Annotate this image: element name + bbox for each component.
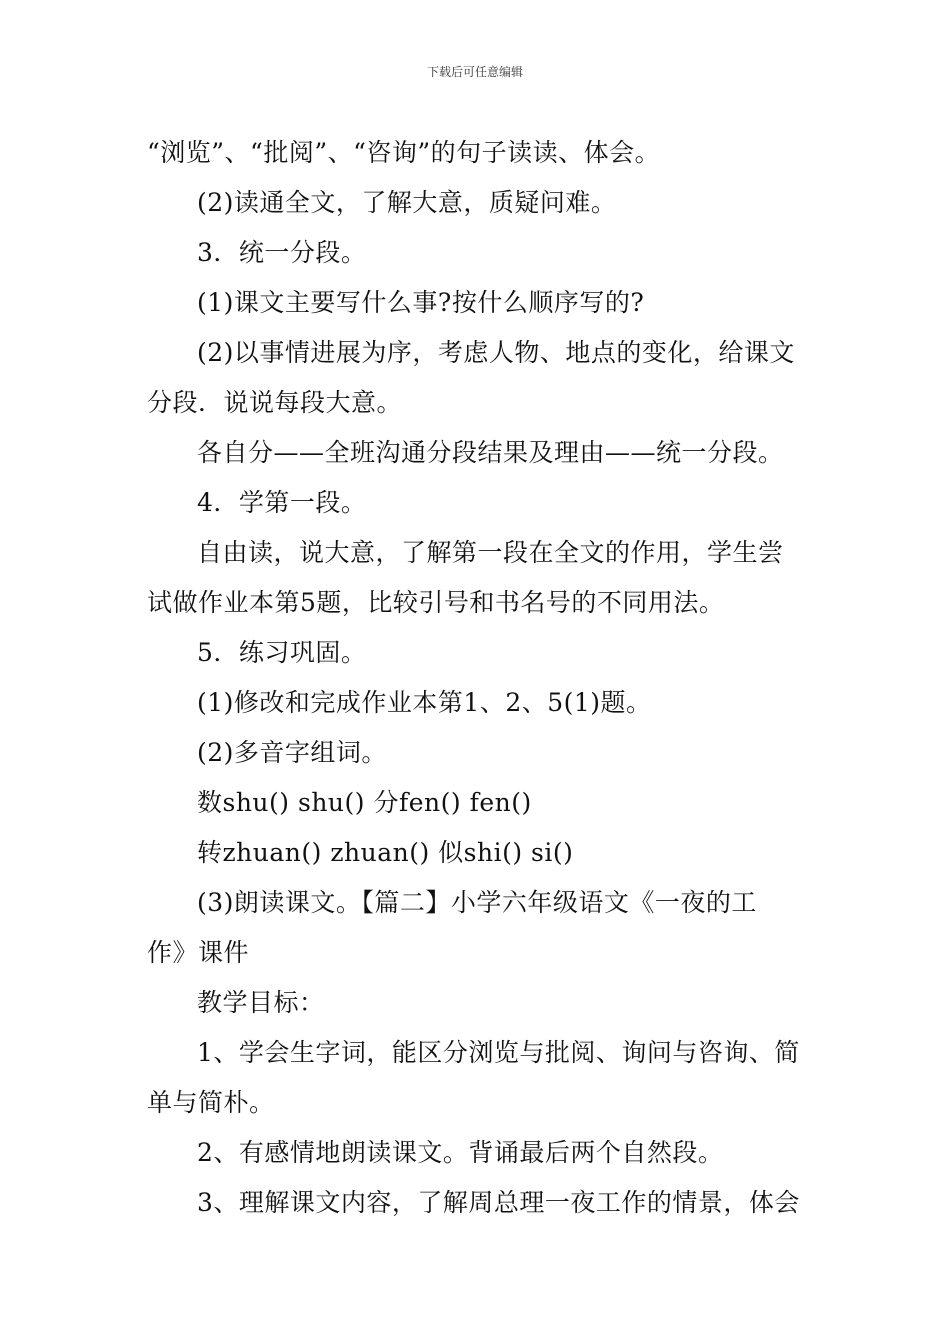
page-header-note: 下载后可任意编辑 [426,65,523,79]
paragraph-line: 1、学会生字词，能区分浏览与批阅、询问与咨询、简 [197,1038,800,1067]
paragraph-line: “浏览”、“批阅”、“咨询”的句子读读、体会。 [147,138,661,167]
paragraph-line: (1)修改和完成作业本第1、2、5(1)题。 [197,688,652,717]
paragraph-line: (1)课文主要写什么事?按什么顺序写的? [197,288,645,317]
paragraph-line: 4．学第一段。 [197,488,367,517]
paragraph-line: 5．练习巩固。 [197,638,367,667]
paragraph-line: (2)读通全文，了解大意，质疑问难。 [197,188,617,217]
paragraph-line: (3)朗读课文。【篇二】小学六年级语文《一夜的工 [197,888,757,917]
paragraph-line: 单与简朴。 [147,1088,275,1117]
paragraph-line: 各自分——全班沟通分段结果及理由——统一分段。 [197,438,784,467]
paragraph-line: 3．统一分段。 [197,238,367,267]
paragraph-line: 分段．说说每段大意。 [147,388,403,417]
paragraph-line: 转zhuan() zhuan() 似shi() si() [197,838,574,867]
paragraph-line: 2、有感情地朗读课文。背诵最后两个自然段。 [197,1138,724,1167]
paragraph-line: 试做作业本第5题，比较引号和书名号的不同用法。 [147,588,725,617]
paragraph-line: (2)多音字组词。 [197,738,387,767]
paragraph-line: 教学目标： [197,988,325,1017]
paragraph-line: 作》课件 [147,938,250,967]
paragraph-line: 3、理解课文内容，了解周总理一夜工作的情景，体会 [197,1188,800,1217]
paragraph-line: 数shu() shu() 分fen() fen() [197,788,532,817]
paragraph-line: (2)以事情进展为序，考虑人物、地点的变化，给课文 [197,338,795,367]
document-body [147,128,807,1228]
paragraph-line: 自由读，说大意，了解第一段在全文的作用，学生尝 [197,538,784,567]
